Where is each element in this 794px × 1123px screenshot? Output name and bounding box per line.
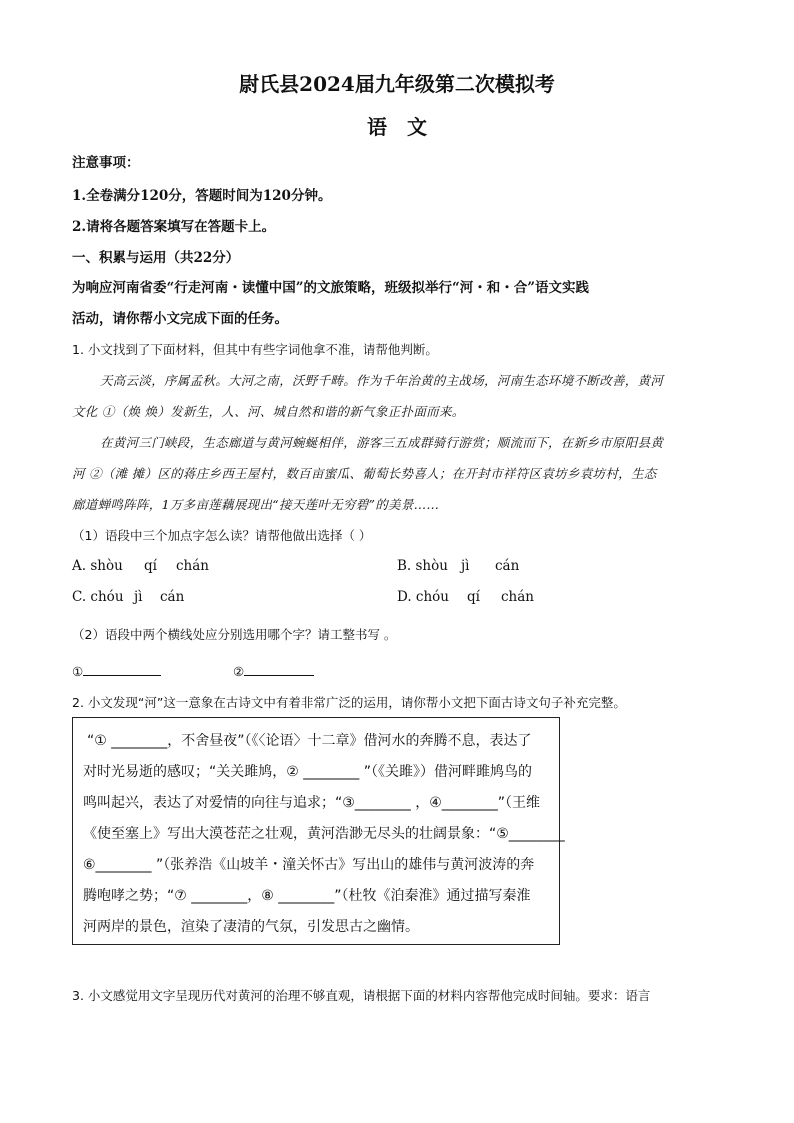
answer-blank-2-label: ② — [233, 664, 245, 679]
passage-line-3: 在黄河三门峡段，生态廊道与黄河蜿蜒相伴，游客三五成群骑行游赏；顺流而下，在新乡市原阳县黄 — [100, 435, 664, 450]
option-a-label: A. shòu — [72, 558, 123, 574]
exam-title: 尉氏县2024届九年级第二次模拟考 — [239, 72, 555, 96]
passage-line-1: 天高云淡，序属孟秋。大河之南，沃野千畴。作为千年治黄的主战场，河南生态环境不断改善，黄河 — [100, 373, 664, 388]
option-c[interactable] — [72, 589, 184, 605]
box-line-7: 河两岸的景色，渲染了凄清的气氛，引发思古之幽情。 — [83, 919, 419, 935]
option-b-pinyin-2: jì — [461, 558, 470, 574]
question-1-sub-2: （2）语段中两个横线处应分别选用哪个字？请工整书写 。 — [72, 627, 397, 642]
option-c-label: C. chóu — [72, 589, 124, 605]
box-line-5: ⑥________ ”（张养浩《山坡羊・潼关怀古》写出山的雄伟与黄河波涛的奔 — [83, 857, 535, 873]
answer-blank-2[interactable] — [233, 661, 314, 679]
question-1-sub-1: （1）语段中三个加点字怎么读？请帮他做出选择（ ） — [72, 528, 372, 543]
section-intro-line-2: 活动，请你帮小文完成下面的任务。 — [72, 311, 288, 327]
passage-line-2: 文化 ①（焕 焕）发新生，人、河、城自然和谐的新气象正扑面而来。 — [72, 404, 465, 419]
option-a-pinyin-3: chán — [176, 558, 209, 574]
notice-item-1: 1.全卷满分120分，答题时间为120分钟。 — [72, 188, 332, 204]
option-d-label: D. chóu — [397, 589, 450, 605]
passage-line-5: 廊道蝉鸣阵阵，1万多亩莲藕展现出“接天莲叶无穷碧”的美景…… — [72, 497, 440, 512]
option-b-label: B. shòu — [397, 558, 448, 574]
option-a-pinyin-2: qí — [144, 558, 157, 574]
option-b-pinyin-3: cán — [495, 558, 520, 574]
notice-item-2: 2.请将各题答案填写在答题卡上。 — [72, 219, 276, 235]
box-line-2: 对时光易逝的感叹；“关关雎鸠，② ________ ”（《关雎》）借河畔雎鸠鸟的 — [83, 764, 532, 780]
option-c-pinyin-2: jì — [134, 589, 143, 605]
box-line-4: 《使至塞上》写出大漠苍茫之壮观，黄河浩渺无尽头的壮阔景象：“⑤________ — [83, 826, 565, 842]
notice-heading: 注意事项： — [72, 155, 140, 171]
answer-blank-1[interactable] — [72, 661, 161, 679]
answer-blank-1-line[interactable] — [83, 661, 161, 676]
option-d-pinyin-3: chán — [501, 589, 534, 605]
box-line-3: 鸣叫起兴，表达了对爱情的向往与追求；“③________ ，④________”（王维 — [83, 795, 541, 811]
box-line-6: 腾咆哮之势；“⑦ ________，⑧ ________”（杜牧《泊秦淮》通过描写秦淮 — [83, 888, 531, 904]
option-a[interactable] — [72, 558, 209, 574]
option-d[interactable] — [397, 589, 534, 605]
poetry-fill-box — [72, 717, 565, 945]
option-c-pinyin-3: cán — [160, 589, 185, 605]
question-1-stem: 1. 小文找到了下面材料，但其中有些字词他拿不准，请帮他判断。 — [72, 342, 438, 357]
question-3-stem: 3. 小文感觉用文字呈现历代对黄河的治理不够直观，请根据下面的材料内容帮他完成时间轴。要求：语言 — [72, 988, 651, 1003]
option-d-pinyin-2: qí — [467, 589, 480, 605]
question-2-stem: 2. 小文发现“河”这一意象在古诗文中有着非常广泛的运用，请你帮小文把下面古诗文句子补充完整。 — [72, 695, 626, 710]
answer-blank-2-line[interactable] — [244, 661, 314, 676]
answer-blank-1-label: ① — [72, 664, 84, 679]
section-heading: 一、积累与运用（共22分） — [72, 250, 240, 266]
subject-title: 语文 — [367, 115, 447, 139]
option-b[interactable] — [397, 558, 519, 574]
passage-line-4: 河 ②（滩 摊）区的蒋庄乡西王屋村，数百亩蜜瓜、葡萄长势喜人；在开封市祥符区袁坊乡袁坊村，生态 — [72, 466, 657, 481]
section-intro-line-1: 为响应河南省委“行走河南・读懂中国”的文旅策略，班级拟举行“河・和・合”语文实践 — [72, 280, 590, 296]
box-line-1: “① ________，不舍昼夜”（《〈论语〉十二章》借河水的奔腾不息，表达了 — [87, 733, 532, 749]
